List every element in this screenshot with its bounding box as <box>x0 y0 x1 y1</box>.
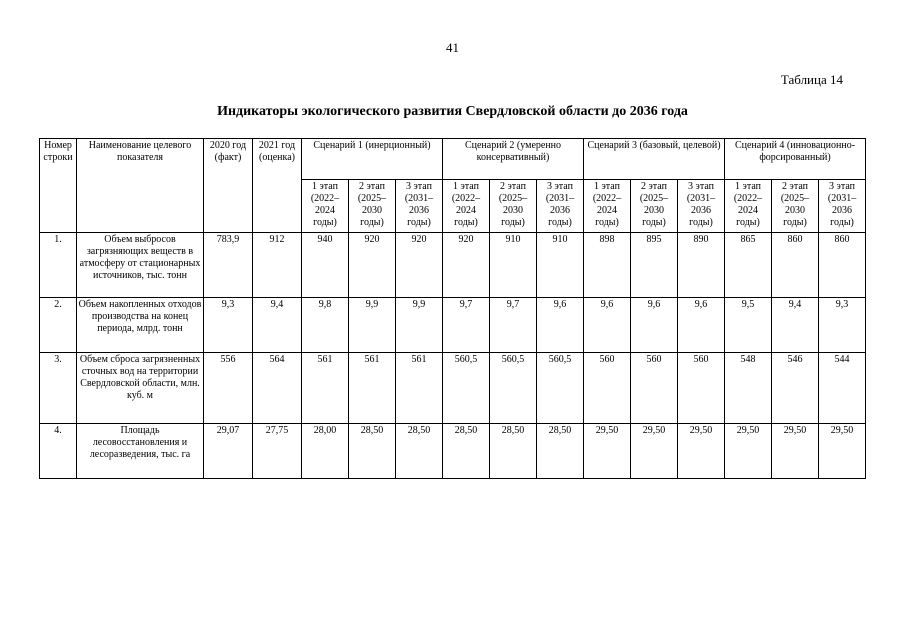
row-number: 3. <box>40 353 77 424</box>
document-title: Индикаторы экологического развития Свердловской области до 2036 года <box>217 104 688 119</box>
scenario-value: 29,50 <box>584 424 631 479</box>
scenario-value: 910 <box>537 233 584 298</box>
scenario-value: 560 <box>584 353 631 424</box>
indicators-table <box>39 138 866 479</box>
scenario-value: 9,8 <box>302 298 349 353</box>
table-row <box>40 298 866 353</box>
value-2021: 912 <box>253 233 302 298</box>
scenario-value: 898 <box>584 233 631 298</box>
scenario-value: 940 <box>302 233 349 298</box>
indicator-name: Объем накопленных отходов производства на конец периода, млрд. тонн <box>77 298 204 353</box>
header-stage-3: 3 этап (2031–2036 годы) <box>678 180 725 233</box>
scenario-value: 865 <box>725 233 772 298</box>
scenario-value: 561 <box>349 353 396 424</box>
scenario-value: 910 <box>490 233 537 298</box>
scenario-value: 561 <box>302 353 349 424</box>
header-scenario-3: Сценарий 3 (базовый, целевой) <box>584 139 725 180</box>
table-row <box>40 233 866 298</box>
scenario-value: 9,6 <box>537 298 584 353</box>
row-number: 2. <box>40 298 77 353</box>
header-scenario-4: Сценарий 4 (инновационно-форсированный) <box>725 139 866 180</box>
scenario-value: 860 <box>819 233 866 298</box>
scenario-value: 560,5 <box>443 353 490 424</box>
value-2021: 9,4 <box>253 298 302 353</box>
row-number: 1. <box>40 233 77 298</box>
header-stage-3: 3 этап (2031–2036 годы) <box>819 180 866 233</box>
table-row <box>40 424 866 479</box>
table-label: Таблица 14 <box>780 72 843 87</box>
scenario-value: 28,50 <box>490 424 537 479</box>
header-row-number: Номер строки <box>40 139 77 233</box>
scenario-value: 9,6 <box>631 298 678 353</box>
scenario-value: 9,7 <box>443 298 490 353</box>
indicator-name: Объем сброса загрязненных сточных вод на территории Свердловской области, млн. куб. м <box>77 353 204 424</box>
scenario-value: 28,50 <box>349 424 396 479</box>
scenario-value: 890 <box>678 233 725 298</box>
indicator-name: Площадь лесовосстановления и лесоразведения, тыс. га <box>77 424 204 479</box>
value-2021: 564 <box>253 353 302 424</box>
scenario-value: 9,6 <box>584 298 631 353</box>
header-indicator-name: Наименование целевого показателя <box>77 139 204 233</box>
scenario-value: 920 <box>443 233 490 298</box>
header-stage-2: 2 этап (2025–2030 годы) <box>490 180 537 233</box>
scenario-value: 29,50 <box>678 424 725 479</box>
header-stage-1: 1 этап (2022–2024 годы) <box>302 180 349 233</box>
scenario-value: 546 <box>772 353 819 424</box>
header-scenario-2: Сценарий 2 (умеренно консервативный) <box>443 139 584 180</box>
scenario-value: 9,5 <box>725 298 772 353</box>
header-stage-3: 3 этап (2031–2036 годы) <box>396 180 443 233</box>
scenario-value: 544 <box>819 353 866 424</box>
scenario-value: 28,00 <box>302 424 349 479</box>
header-scenario-1: Сценарий 1 (инерционный) <box>302 139 443 180</box>
row-number: 4. <box>40 424 77 479</box>
scenario-value: 29,50 <box>772 424 819 479</box>
scenario-value: 28,50 <box>537 424 584 479</box>
scenario-value: 560,5 <box>537 353 584 424</box>
scenario-value: 560 <box>678 353 725 424</box>
scenario-value: 9,7 <box>490 298 537 353</box>
scenario-value: 9,3 <box>819 298 866 353</box>
scenario-value: 28,50 <box>443 424 490 479</box>
indicator-name: Объем выбросов загрязняющих веществ в атмосферу от стационарных источников, тыс. тонн <box>77 233 204 298</box>
scenario-value: 561 <box>396 353 443 424</box>
value-2021: 27,75 <box>253 424 302 479</box>
header-stage-1: 1 этап (2022–2024 годы) <box>443 180 490 233</box>
header-stage-2: 2 этап (2025–2030 годы) <box>772 180 819 233</box>
scenario-value: 9,6 <box>678 298 725 353</box>
scenario-value: 28,50 <box>396 424 443 479</box>
scenario-value: 9,9 <box>396 298 443 353</box>
value-2020: 556 <box>204 353 253 424</box>
scenario-value: 29,50 <box>631 424 678 479</box>
scenario-value: 9,4 <box>772 298 819 353</box>
scenario-value: 920 <box>349 233 396 298</box>
header-2020: 2020 год (факт) <box>204 139 253 233</box>
table-row <box>40 353 866 424</box>
header-stage-2: 2 этап (2025–2030 годы) <box>631 180 678 233</box>
value-2020: 9,3 <box>204 298 253 353</box>
scenario-value: 29,50 <box>819 424 866 479</box>
header-stage-1: 1 этап (2022–2024 годы) <box>584 180 631 233</box>
header-stage-1: 1 этап (2022–2024 годы) <box>725 180 772 233</box>
scenario-value: 560,5 <box>490 353 537 424</box>
value-2020: 29,07 <box>204 424 253 479</box>
value-2020: 783,9 <box>204 233 253 298</box>
scenario-value: 548 <box>725 353 772 424</box>
header-stage-3: 3 этап (2031–2036 годы) <box>537 180 584 233</box>
scenario-value: 9,9 <box>349 298 396 353</box>
header-stage-2: 2 этап (2025–2030 годы) <box>349 180 396 233</box>
scenario-value: 920 <box>396 233 443 298</box>
header-2021: 2021 год (оценка) <box>253 139 302 233</box>
scenario-value: 860 <box>772 233 819 298</box>
scenario-value: 560 <box>631 353 678 424</box>
scenario-value: 29,50 <box>725 424 772 479</box>
scenario-value: 895 <box>631 233 678 298</box>
page-number: 41 <box>446 40 459 55</box>
